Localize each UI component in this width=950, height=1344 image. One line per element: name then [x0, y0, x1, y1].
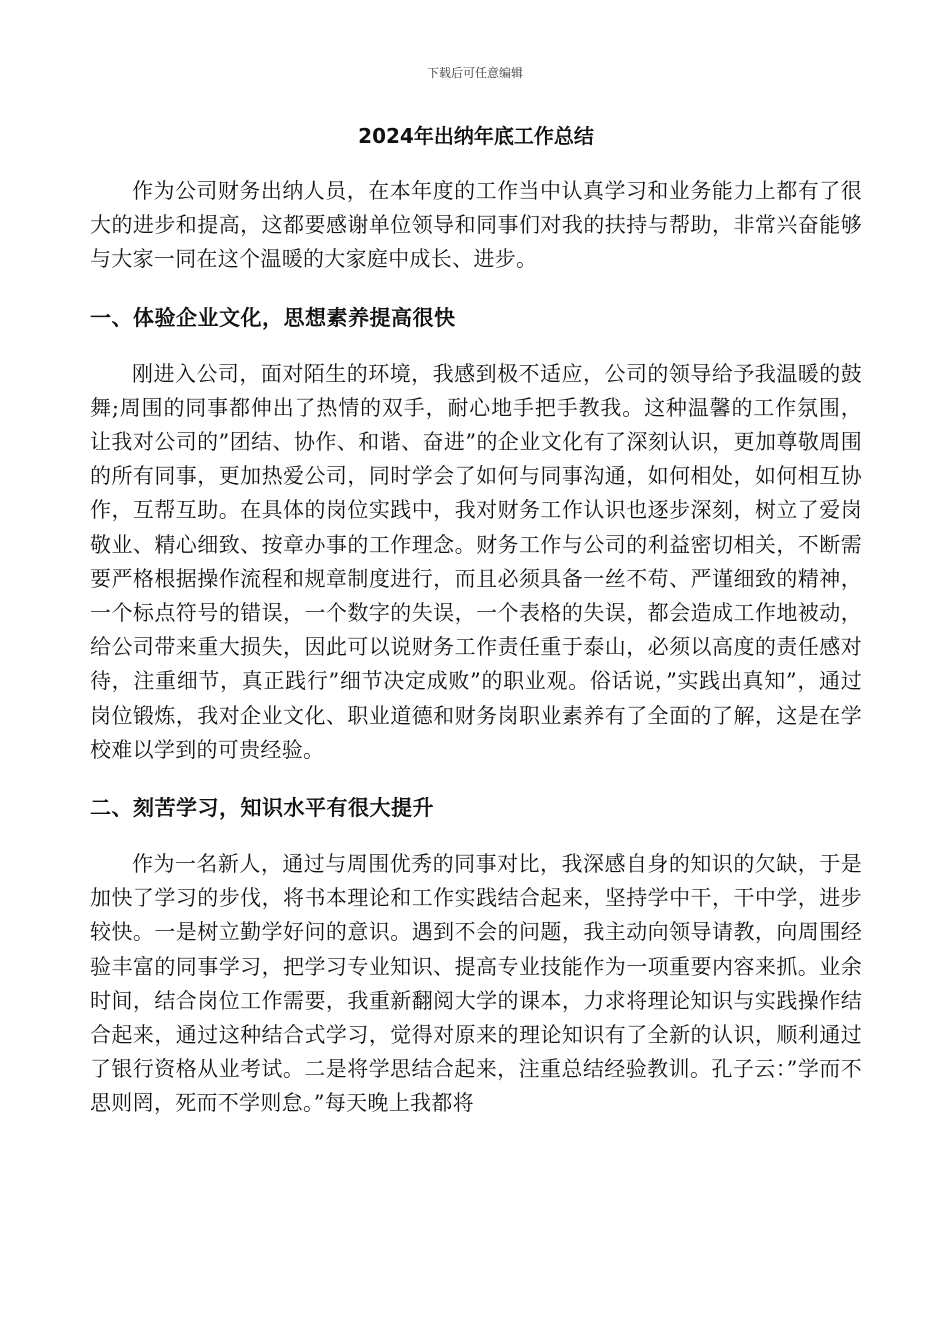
section-heading-2: 二、刻苦学习，知识水平有很大提升 [90, 796, 434, 821]
document-content [90, 120, 862, 1121]
section-body-2: 作为一名新人，通过与周围优秀的同事对比，我深感自身的知识的欠缺，于是加快了学习的步伐，将书本理论和工作实践结合起来，坚持学中干，干中学，进步较快。一是树立勤学好问的意识。遇到不会的问题，我主动向领导请教，向周围经验丰富的同事学习，把学习专业知识、提高专业技能作为一项重要内容来抓。业余时间，结合岗位工作需要，我重新翻阅大学的课本，力求将理论知识与实践操作结合起来，通过这种结合式学习，觉得对原来的理论知识有了全新的认识，顺利通过了银行资格从业考试。二是将学思结合起来，注重总结经验教训。孔子云：”学而不思则罔，死而不学则怠。”每天晚上我都将 [90, 852, 862, 1116]
header-note: 下载后可任意编辑 [426, 66, 523, 80]
intro-paragraph: 作为公司财务出纳人员，在本年度的工作当中认真学习和业务能力上都有了很大的进步和提高，这都要感谢单位领导和同事们对我的扶持与帮助，非常兴奋能够与大家一同在这个温暖的大家庭中成长、进步。 [90, 179, 862, 272]
document-title: 2024年出纳年底工作总结 [358, 124, 594, 148]
section-body-1: 刚进入公司，面对陌生的环境，我感到极不适应，公司的领导给予我温暖的鼓舞;周围的同事都伸出了热情的双手，耐心地手把手教我。这种温馨的工作氛围，让我对公司的”团结、协作、和谐、奋进”的企业文化有了深刻认识，更加尊敬周围的所有同事，更加热爱公司，同时学会了如何与同事沟通，如何相处，如何相互协作，互帮互助。在具体的岗位实践中，我对财务工作认识也逐步深刻，树立了爱岗敬业、精心细致、按章办事的工作理念。财务工作与公司的利益密切相关，不断需要严格根据操作流程和规章制度进行，而且必须具备一丝不苟、严谨细致的精神，一个标点符号的错误，一个数字的失误，一个表格的失误，都会造成工作地被动，给公司带来重大损失，因此可以说财务工作责任重于泰山，必须以高度的责任感对待，注重细节，真正践行”细节决定成败”的职业观。俗话说，”实践出真知”，通过岗位锻炼，我对企业文化、职业道德和财务岗职业素养有了全面的了解，这是在学校难以学到的可贵经验。 [90, 361, 862, 762]
section-heading-1: 一、体验企业文化，思想素养提高很快 [90, 305, 456, 330]
